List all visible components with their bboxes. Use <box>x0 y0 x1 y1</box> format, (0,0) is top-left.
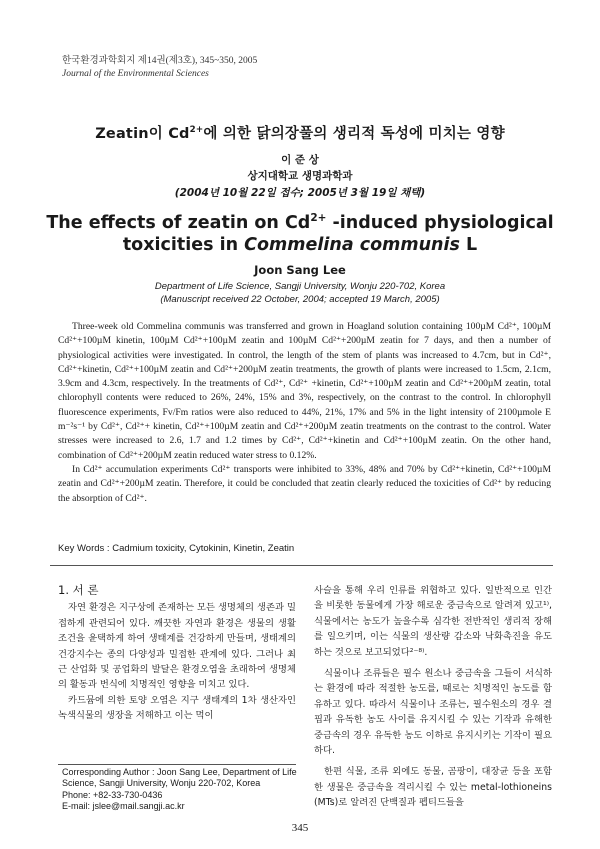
keywords: Key Words : Cadmium toxicity, Cytokinin, Kinetin, Zeatin <box>58 543 295 554</box>
korean-title <box>0 122 600 143</box>
intro-paragraph-5: 한편 식물, 조류 외에도 동물, 곰팡이, 대장균 등을 포함한 생물은 중금속을 격리시킬 수 있는 metal-lothioneins (MTs)로 알려진 단백질과 펩티드들을 <box>314 766 552 809</box>
section-divider <box>50 565 553 566</box>
manuscript-dates: (Manuscript received 22 October, 2004; accepted 19 March, 2005) <box>160 294 440 305</box>
journal-header <box>62 55 257 81</box>
intro-paragraph-4: 식물이나 조류들은 필수 원소나 중금속을 그들이 서식하는 환경에 따라 적절한 농도를, 때로는 치명적인 농도를 함유하고 있다. 따라서 식물이나 조류는, 필수원소의 경우 결핍과 유독한 농도 사이를 유지시킬 수 있는 기작과 유해한 중금속의 경우 유독한 농도 이하로 유지시키는 기작이 필요하다. <box>314 668 552 757</box>
footnote-email: E-mail: jslee@mail.sangji.ac.kr <box>62 800 185 811</box>
journal-name: Journal of the Environmental Sciences <box>62 69 209 79</box>
right-column <box>314 583 552 811</box>
english-title <box>0 212 600 256</box>
english-author: Joon Sang Lee <box>254 263 346 277</box>
korean-title-part1: Zeatin이 Cd <box>95 126 190 142</box>
abstract-paragraph-1: Three-week old Commelina communis was transferred and grown in Hoagland solution containing 100µM Cd²⁺, 100µM Cd²⁺+100µM kinetin, 100µM Cd²⁺+100µM zeatin and 100µM Cd²⁺+200µM zeatin for 7 days, and then a number of physiological activities were investigated. In control, the length of the stem of plants was increased to 4.7cm, but in Cd²⁺, Cd²⁺+kinetin, Cd²⁺+100µM zeatin and Cd²⁺+200µM zeatin treatments, the growth of plants were increased to 1.5cm, 2.1cm, 3.9cm and 4.3cm, respectively. In the treatments of Cd²⁺, Cd²⁺ +kinetin, Cd²⁺+100µM zeatin and Cd²⁺+200µM zeatin, total chlorophyll contents were reduced to 26%, 24%, 15% and 3%, respectively, on the contrast to the control. In chlorophyll fluorescence experiments, Fv/Fm ratios were also reduced to 44%, 21%, 17% and 5% in the light intensity of 2100µmole E m⁻²s⁻¹ by Cd²⁺, Cd²⁺+ kinetin, Cd²⁺+100µM zeatin and Cd²⁺+200µM zeatin treatments on the contrast to the control. Water stresses were increased to 2.6, 1.7 and 1.2 times by Cd²⁺, Cd²⁺+kinetin and Cd²⁺+100µM zeatin. On the other hand, combination of Cd²⁺+200µM zeatin reduced water stress to 0.12%. <box>58 321 551 461</box>
korean-dates: (2004년 10월 22일 접수; 2005년 3월 19일 채택) <box>174 187 426 199</box>
footnote-line-2: Science, Sangji University, Wonju 220-702, Korea <box>62 778 261 789</box>
abstract <box>58 320 551 506</box>
intro-paragraph-1: 자연 환경은 지구상에 존재하는 모든 생명체의 생존과 밀접하게 관련되어 있다. 깨끗한 자연과 환경은 생물의 생활조건을 윤택하게 하여 생태계를 건강하게 만들며, 생태계의 건강지수는 종의 다양성과 밀접한 관계에 있다. 그러나 최근 산업화 및 공업화의 발달은 환경오염을 초래하여 생명체의 활동과 번식에 치명적인 영향을 미치고 있다. <box>58 602 296 691</box>
footnote-rule <box>58 764 296 765</box>
footnote-line-1: Corresponding Author : Joon Sang Lee, Department of Life <box>62 767 297 777</box>
english-title-superscript: 2+ <box>310 212 327 225</box>
section-heading-introduction: 1. 서 론 <box>58 583 99 597</box>
english-title-species: Commelina communis <box>244 235 460 255</box>
english-title-line2-part2: L <box>459 235 478 255</box>
footnote-phone: Phone: +82-33-730-0436 <box>62 789 163 800</box>
korean-title-superscript: 2+ <box>189 125 204 136</box>
corresponding-author-footnote <box>62 767 302 812</box>
english-title-line2-part1: toxicities in <box>122 235 245 255</box>
english-affiliation: Department of Life Science, Sangji University, Wonju 220-702, Korea <box>154 281 446 292</box>
journal-citation: 한국환경과학회지 제14권(제3호), 345~350, 2005 <box>62 56 258 66</box>
korean-author: 이 준 상 <box>281 154 319 166</box>
intro-paragraph-2: 카드뮴에 의한 토양 오염은 지구 생태계의 1차 생산자인 녹색식물의 생장을 저해하고 이는 먹이 <box>58 694 296 722</box>
english-title-part1: The effects of zeatin on Cd <box>46 213 311 233</box>
left-column <box>58 583 296 724</box>
english-title-part2: -induced physiological <box>326 213 554 233</box>
korean-affiliation: 상지대학교 생명과학과 <box>247 170 353 182</box>
english-affiliation-block <box>0 280 600 306</box>
page-number: 345 <box>291 822 309 834</box>
intro-paragraph-3: 사슬을 통해 우리 인류를 위협하고 있다. 일반적으로 인간을 비롯한 동물에게 가장 해로운 중금속으로 알려져 있고¹⁾, 식물에서는 농도가 높을수록 심각한 전반적인 생리적 장해를 일으키며, 이는 식물의 생산량 감소와 낙화촉진을 유도하는 것으로 보고되었다²⁻⁸⁾. <box>314 585 552 658</box>
korean-title-part2: 에 의한 닭의장풀의 생리적 독성에 미치는 영향 <box>203 126 505 142</box>
abstract-paragraph-2: In Cd²⁺ accumulation experiments Cd²⁺ transports were inhibited to 33%, 48% and 70% by Cd²⁺+kinetin, Cd²⁺+100µM zeatin and Cd²⁺+200µM zeatin. Therefore, it could be concluded that zeatin clearly reduced the toxicities of Cd²⁺ by reducing the absorption of Cd²⁺. <box>58 463 551 504</box>
